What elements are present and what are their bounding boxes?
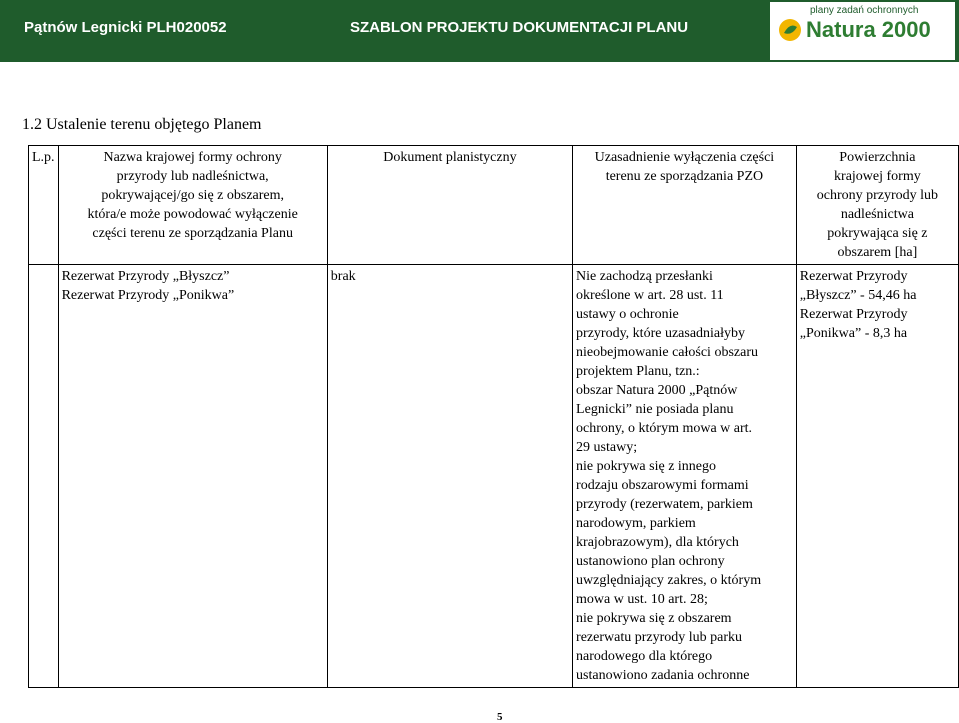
table-row bbox=[29, 265, 959, 688]
table-header-row bbox=[29, 146, 959, 265]
header-document: Dokument planistyczny bbox=[327, 146, 572, 265]
header-area: Powierzchnia krajowej formy ochrony przyrody lub nadleśnictwa pokrywająca się z obszarem [ha] bbox=[796, 146, 958, 265]
exclusion-table bbox=[28, 145, 959, 688]
leaf-icon bbox=[778, 18, 802, 42]
logo-main-text: Natura 2000 bbox=[806, 17, 931, 42]
header-name: Nazwa krajowej formy ochrony przyrody lub nadleśnictwa, pokrywającej/go się z obszarem, która/e może powodować wyłączenie części terenu ze sporządzania Planu bbox=[58, 146, 327, 265]
cell-name: Rezerwat Przyrody „Błyszcz” Rezerwat Przyrody „Ponikwa” bbox=[58, 265, 327, 688]
section-title: 1.2 Ustalenie terenu objętego Planem bbox=[22, 116, 262, 133]
cell-justification: Nie zachodzą przesłanki określone w art. 28 ust. 11 ustawy o ochronie przyrody, które uzasadniałyby nieobejmowanie całości obszaru projektem Planu, tzn.: obszar Natura 2000 „Pątnów Legnicki” nie posiada planu ochrony, o którym mowa w art. 29 ustawy; nie pokrywa się z innego rodzaju obszarowymi formami przyrody (rezerwatem, parkiem narodowym, parkiem krajobrazowym), dla których ustanowiono plan ochrony uwzględniający zakres, o którym mowa w ust. 10 art. 28; nie pokrywa się z obszarem rezerwatu przyrody lub parku narodowego dla którego ustanowiono zadania ochronne bbox=[573, 265, 797, 688]
site-title: Pątnów Legnicki PLH020052 bbox=[24, 19, 227, 36]
header-justification: Uzasadnienie wyłączenia części terenu ze sporządzania PZO bbox=[573, 146, 797, 265]
cell-area: Rezerwat Przyrody „Błyszcz” - 54,46 ha Rezerwat Przyrody „Ponikwa” - 8,3 ha bbox=[796, 265, 958, 688]
cell-document: brak bbox=[327, 265, 572, 688]
header-lp: L.p. bbox=[29, 146, 59, 265]
header-bar bbox=[0, 0, 959, 62]
logo-top-text: plany zadań ochronnych bbox=[810, 5, 919, 16]
natura-2000-logo bbox=[770, 2, 955, 60]
page-number: 5 bbox=[497, 711, 503, 723]
document-title: SZABLON PROJEKTU DOKUMENTACJI PLANU bbox=[350, 19, 689, 36]
cell-lp bbox=[29, 265, 59, 688]
